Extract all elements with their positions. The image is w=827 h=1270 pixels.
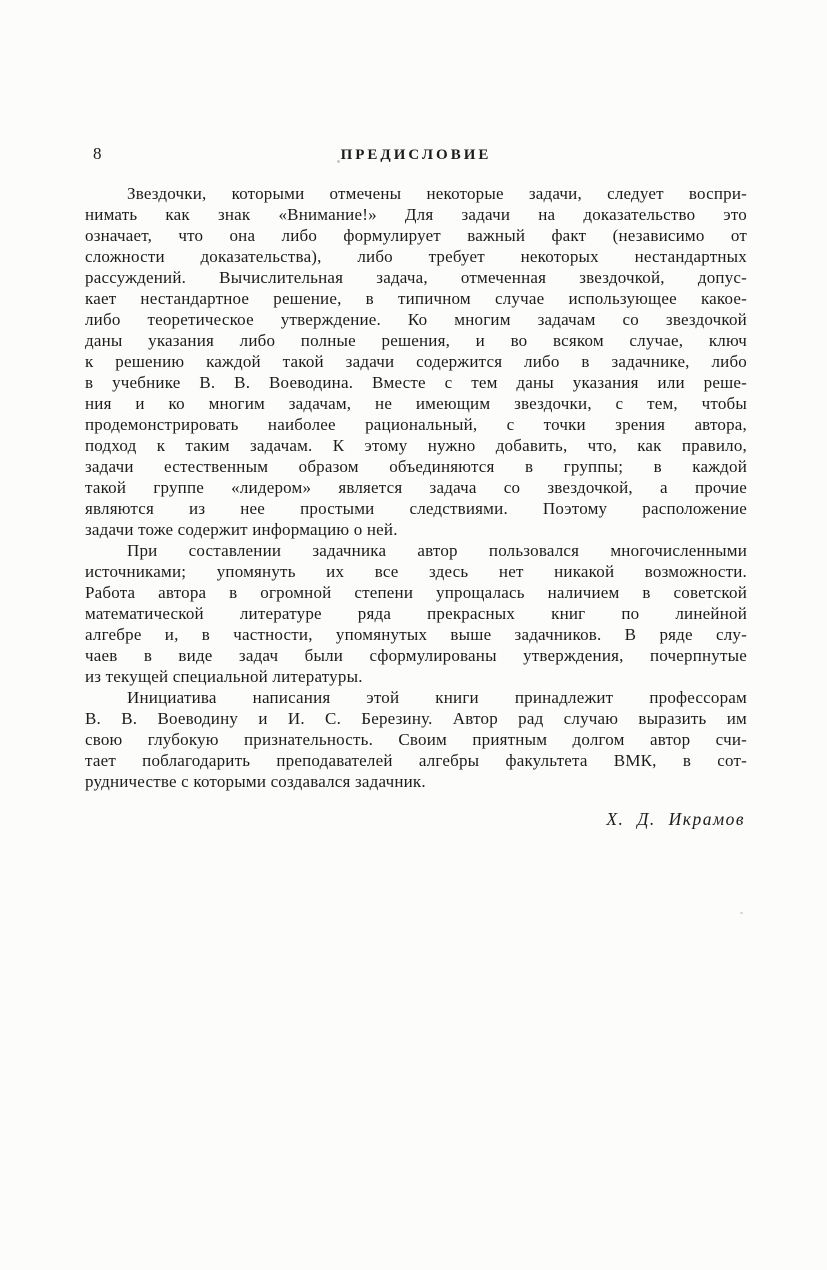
text-line: являются из нее простыми следствиями. Поэтому расположение <box>85 499 747 518</box>
text-line: даны указания либо полные решения, и во всяком случае, ключ <box>85 331 747 350</box>
text-line: тает поблагодарить преподавателей алгебры факультета ВМК, в сот- <box>85 751 747 770</box>
text-line: либо теоретическое утверждение. Ко многим задачам со звездочкой <box>85 310 747 329</box>
text-line: алгебре и, в частности, упомянутых выше задачников. В ряде слу- <box>85 625 747 644</box>
text-line: продемонстрировать наиболее рациональный, с точки зрения автора, <box>85 415 747 434</box>
text-line: Инициатива написания этой книги принадлежит профессорам <box>127 688 747 707</box>
text-line: В. В. Воеводину и И. С. Березину. Автор рад случаю выразить им <box>85 709 747 728</box>
text-line: При составлении задачника автор пользовался многочисленными <box>127 541 747 560</box>
text-line: такой группе «лидером» является задача со звездочкой, а прочие <box>85 478 747 497</box>
text-line: рассуждений. Вычислительная задача, отмеченная звездочкой, допус- <box>85 268 747 287</box>
page-number: 8 <box>93 144 102 163</box>
text-line: источниками; упомянуть их все здесь нет никакой возможности. <box>85 562 747 581</box>
text-line: задачи тоже содержит информацию о ней. <box>85 520 398 539</box>
text-line: нимать как знак «Внимание!» Для задачи на доказательство это <box>85 205 747 224</box>
text-line: Звездочки, которыми отмечены некоторые задачи, следует воспри- <box>127 184 747 203</box>
text-line: задачи естественным образом объединяются в группы; в каждой <box>85 457 747 476</box>
text-line: подход к таким задачам. К этому нужно добавить, что, как правило, <box>85 436 747 455</box>
author-signature: Х. Д. Икрамов <box>606 809 745 829</box>
text-line: Работа автора в огромной степени упрощалась наличием в советской <box>85 583 747 602</box>
text-line: из текущей специальной литературы. <box>85 667 363 686</box>
text-line: рудничестве с которыми создавался задачник. <box>85 772 426 791</box>
page-header-title: ПРЕДИСЛОВИЕ <box>340 147 492 163</box>
text-line: к решению каждой такой задачи содержится либо в задачнике, либо <box>85 352 747 371</box>
text-line: кает нестандартное решение, в типичном случае использующее какое- <box>85 289 747 308</box>
text-line: ния и ко многим задачам, не имеющим звездочки, с тем, чтобы <box>85 394 747 413</box>
text-line: означает, что она либо формулирует важный факт (независимо от <box>85 226 747 245</box>
text-line: в учебнике В. В. Воеводина. Вместе с тем даны указания или реше- <box>85 373 747 392</box>
scan-artifact <box>337 160 340 163</box>
text-line: чаев в виде задач были сформулированы утверждения, почерпнутые <box>85 646 747 665</box>
text-line: математической литературе ряда прекрасных книг по линейной <box>85 604 747 623</box>
scan-artifact <box>740 912 743 914</box>
text-line: сложности доказательства), либо требует некоторых нестандартных <box>85 247 747 266</box>
preface-text <box>85 183 747 792</box>
text-line: свою глубокую признательность. Своим приятным долгом автор счи- <box>85 730 747 749</box>
